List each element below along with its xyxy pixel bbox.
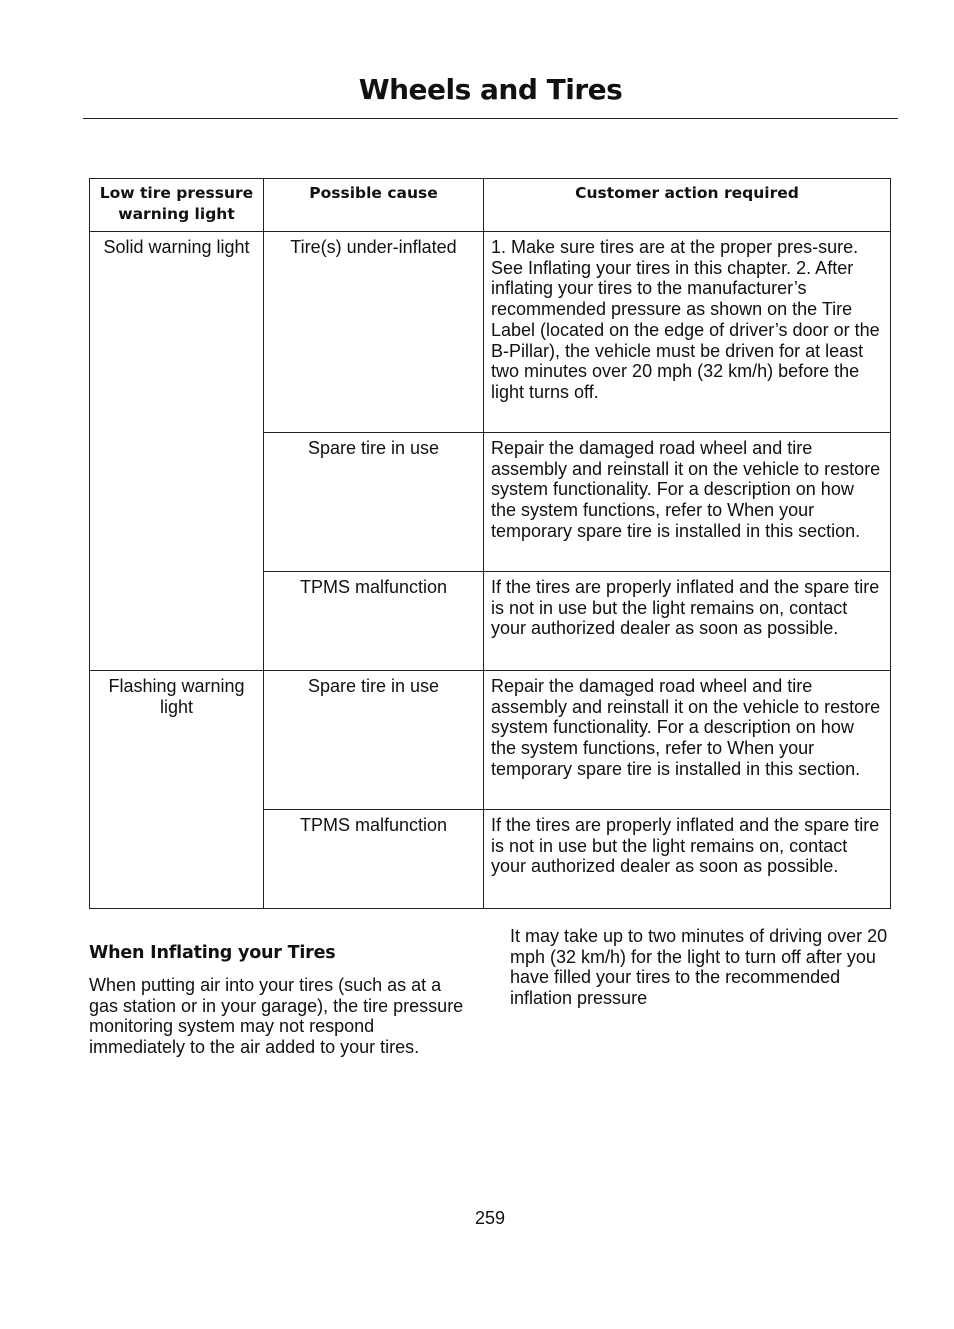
page-title: Wheels and Tires	[358, 73, 623, 106]
cell-customer-action: If the tires are properly inflated and the spare tire is not in use but the light remains on, contact your authorized dealer as soon as possible.	[484, 572, 891, 671]
header-warning-light: Low tire pressure warning light	[90, 179, 264, 232]
cell-warning-light: Flashing warning light	[90, 671, 264, 909]
inflating-right-column	[510, 926, 894, 1009]
cell-warning-light: Solid warning light	[90, 232, 264, 671]
cell-possible-cause: Tire(s) under-inflated	[264, 232, 484, 433]
page-number: 259	[474, 1208, 506, 1228]
table-header-row	[90, 179, 891, 232]
section-heading: When Inflating your Tires	[89, 943, 336, 963]
cell-customer-action: Repair the damaged road wheel and tire assembly and reinstall it on the vehicle to restore system functionality. For a description on how the system functions, refer to When your temporary spare tire is installed in this section.	[484, 433, 891, 572]
inflating-paragraph-right: It may take up to two minutes of driving over 20 mph (32 km/h) for the light to turn off after you have filled your tires to the recommended inflation pressure	[510, 926, 888, 1009]
cell-possible-cause: Spare tire in use	[264, 433, 484, 572]
cell-possible-cause: TPMS malfunction	[264, 572, 484, 671]
inflating-paragraph-left: When putting air into your tires (such as at a gas station or in your garage), the tire pressure monitoring system may not respond immediately to the air added to your tires.	[89, 975, 464, 1058]
cell-customer-action: 1. Make sure tires are at the proper pres-sure. See Inflating your tires in this chapter. 2. After inflating your tires to the manufacturer’s recommended pressure as shown on the Tire Label (located on the edge of driver’s door or the B-Pillar), the vehicle must be driven for at least two minutes over 20 mph (32 km/h) before the light turns off.	[484, 232, 891, 433]
page-header	[83, 72, 898, 119]
header-possible-cause: Possible cause	[264, 179, 484, 232]
table-row	[90, 232, 891, 433]
inflating-left-column	[89, 940, 474, 1058]
cell-possible-cause: Spare tire in use	[264, 671, 484, 810]
tpms-warning-table	[89, 178, 891, 909]
cell-possible-cause: TPMS malfunction	[264, 810, 484, 909]
cell-customer-action: If the tires are properly inflated and the spare tire is not in use but the light remains on, contact your authorized dealer as soon as possible.	[484, 810, 891, 909]
header-customer-action: Customer action required	[484, 179, 891, 232]
table-row	[90, 671, 891, 810]
cell-customer-action: Repair the damaged road wheel and tire assembly and reinstall it on the vehicle to restore system functionality. For a description on how the system functions, refer to When your temporary spare tire is installed in this section.	[484, 671, 891, 810]
